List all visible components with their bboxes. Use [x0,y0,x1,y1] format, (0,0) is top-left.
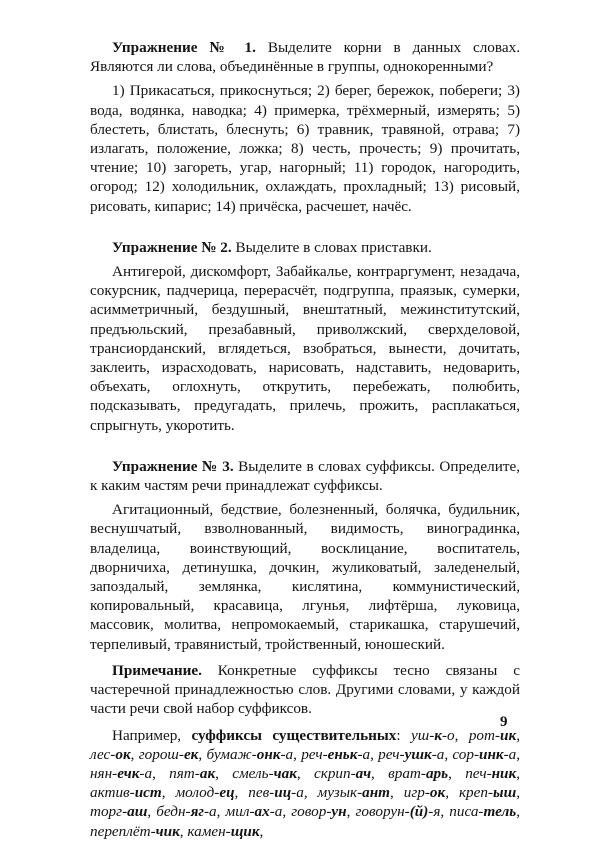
word-separator: , [370,745,379,763]
word-stem: актив- [90,784,135,802]
word-suffix: (й) [409,803,429,821]
word-stem: горош- [138,745,184,763]
word-suffix: ак [199,764,216,782]
example-word [175,784,234,801]
word-stem: камен- [187,822,231,840]
word-suffix: ист [134,784,162,802]
word-separator: , [215,764,233,782]
word-ending: -а [503,745,517,763]
word-suffix: аш [127,803,148,821]
word-stem: врат- [388,764,426,782]
note-text: Конкретные суффиксы тесно связаны с частеречной принадлежностью слов. Другими словами, у каждой части речи свой набор суффиксов. [90,661,520,718]
example-word [90,803,147,820]
word-separator: , [216,803,226,821]
word-stem: нян- [90,764,118,782]
example-word [378,746,444,763]
word-stem: бумаж- [206,745,257,763]
word-separator: , [516,784,521,802]
word-separator: , [454,726,469,744]
example-word [291,803,346,820]
word-stem: торг- [90,803,128,821]
word-suffix: ец [219,784,235,802]
example-word [388,765,448,782]
word-suffix: яг [190,803,204,821]
exercise-2-title: Упражнение № 2. [112,238,232,256]
note-label: Примечание. [112,661,202,679]
word-stem: скрип- [313,764,356,782]
exercise-2-instruction: Выделите в словах приставки. [231,238,432,256]
word-suffix: онк [256,745,281,763]
word-separator: , [234,784,249,802]
example-word [355,803,440,820]
example-label: суффиксы существительных [191,726,397,744]
exercise-1-body: 1) Прикасаться, прикоснуться; 2) берег, бережок, побереги; 3) вода, водянка, наводка; 4) примерка, трёхмерный, измерять; 5) блестеть, блистать, блеснуть; 6) травник, травяной, отрава; 7) излагать, положение, ложка; 8) честь, прочесть; 9) прочитать, чтение; 10) загореть, угар, нагорный; 11) городок, нагородить, огород; 12) холодильник, охлаждать, прохладный; 13) рисовый, рисовать, кипарис; 14) причёска, расчешет, начёс. [90,82,520,215]
word-suffix: еньк [327,745,358,763]
word-stem: смель- [232,764,274,782]
word-suffix: щик [230,822,260,840]
word-ending: -а [139,764,153,782]
word-stem: рот- [468,726,501,744]
word-separator: , [303,784,318,802]
word-stem: игр- [403,784,430,802]
exercise-1-title: Упражнение № 1. [112,39,256,56]
example-lead: Например, [112,726,192,744]
word-separator: , [147,803,157,821]
word-separator: , [445,784,459,802]
example-word [187,823,259,840]
word-suffix: ыш [493,784,517,802]
example-word [459,784,516,801]
word-ending: -а [431,745,445,763]
word-separator: , [296,764,314,782]
word-stem: писа- [449,803,484,821]
word-suffix: инк [479,745,504,763]
word-separator: , [346,803,356,821]
word-suffix: чак [273,764,297,782]
word-separator: , [390,784,404,802]
example-colon: : [396,726,412,744]
word-stem: уш- [411,726,435,744]
word-separator: , [152,764,170,782]
word-stem: реч- [301,745,328,763]
example-word [226,803,283,820]
word-separator: , [371,764,389,782]
example-word [90,784,162,801]
word-suffix: к [434,726,442,744]
word-separator: , [179,822,188,840]
word-suffix: ах [254,803,270,821]
word-suffix: тель [483,803,517,821]
exercise-3-body: Агитационный, бедствие, болезненный, болячка, будильник, веснушчатый, взволнованный, видимость, виноградинка, владелица, воинствующий, восклицание, воспитатель, дворничиха, детинушка, дочкин, жуликоватый, заледенелый, запоздалый, землянка, кислятина, коммунистический, копировальный, красавица, лгунья, лифтёрша, луковица, массовик, молитва, непромокаемый, старикашка, старушечий, терпеливый, травянистый, тройственный, юношеский. [90,501,520,653]
word-stem: говорун- [355,803,410,821]
page-number: 9 [500,714,508,730]
word-separator: , [516,726,520,744]
word-separator: , [516,745,521,763]
word-suffix: ушк [404,745,432,763]
word-separator: , [293,745,302,763]
example-word [156,803,216,820]
suffix-examples [90,726,520,841]
word-ending: -а [204,803,217,821]
word-separator: , [130,745,139,763]
word-ending: -я [428,803,441,821]
example-word [90,765,152,782]
word-stem: реч- [378,745,405,763]
word-stem: пев- [248,784,275,802]
word-ending: -а [291,784,304,802]
word-ending: -о [441,726,455,744]
exercise-3-title: Упражнение № 3. [112,457,234,475]
word-separator: , [444,745,453,763]
exercise-1-instruction: Выделите корни в данных словах. Являются ли слова, объединённые в группы, однокоренными? [90,39,520,76]
exercise-3 [90,457,520,495]
word-ending: -а [280,745,294,763]
word-separator: , [259,822,264,840]
example-word [452,746,516,763]
example-word [469,727,516,744]
example-word [206,746,293,763]
word-suffix: ник [491,764,517,782]
word-suffix: арь [425,764,449,782]
word-suffix: ач [355,764,372,782]
word-separator: , [161,784,176,802]
document-page [90,38,520,841]
note [90,661,520,719]
word-stem: бедн- [156,803,191,821]
word-ending: -а [357,745,371,763]
exercise-3-instruction: Выделите в словах суффиксы. Определите, к каким частям речи принадлежат суффиксы. [90,457,520,495]
example-word [465,765,516,782]
word-stem: сор- [452,745,480,763]
word-stem: переплёт- [90,822,156,840]
word-suffix: ун [331,803,347,821]
word-stem: креп- [458,784,494,802]
word-suffix: иц [274,784,292,802]
word-separator: , [198,745,207,763]
word-suffix: ечк [117,764,140,782]
example-word [232,765,297,782]
word-stem: лес- [90,745,116,763]
word-separator: , [516,764,520,782]
example-word [301,746,370,763]
word-separator: , [440,803,450,821]
example-word [90,823,180,840]
example-word [90,746,131,763]
example-word [314,765,371,782]
word-suffix: ок [429,784,446,802]
exercise-2-body: Антигерой, дискомфорт, Забайкалье, контраргумент, незадача, сокурсник, падчерица, перерасчёт, подгруппа, праязык, сумерки, асимметричный, бездушный, внештатный, межинститутский, предъюльский, презабавный, приволжский, сверхделовой, трансиорданский, вглядеться, взобраться, вынести, дочитать, заклеить, израсходовать, нарисовать, надставить, недоварить, объехать, оглохнуть, открутить, перебежать, полюбить, подсказывать, предугадать, прилечь, прожить, расплакаться, спрыгнуть, укоротить. [90,263,520,434]
example-word [318,784,390,801]
word-stem: молод- [175,784,220,802]
word-stem: музык- [317,784,363,802]
example-word [449,803,516,820]
word-stem: пят- [169,764,200,782]
example-word [411,727,455,744]
word-suffix: ек [183,745,199,763]
word-suffix: чик [155,822,180,840]
word-separator: , [516,803,520,821]
word-suffix: ант [362,784,390,802]
example-word [169,765,215,782]
word-stem: печ- [465,764,492,782]
example-word [248,784,304,801]
word-suffix: ок [115,745,131,763]
word-separator: , [282,803,292,821]
example-word [404,784,445,801]
word-separator: , [448,764,466,782]
example-word [139,746,199,763]
word-stem: мил- [225,803,255,821]
exercise-2 [90,238,520,257]
word-ending: -а [269,803,283,821]
word-suffix: ик [500,726,517,744]
exercise-1 [90,38,520,76]
word-stem: говор- [291,803,332,821]
